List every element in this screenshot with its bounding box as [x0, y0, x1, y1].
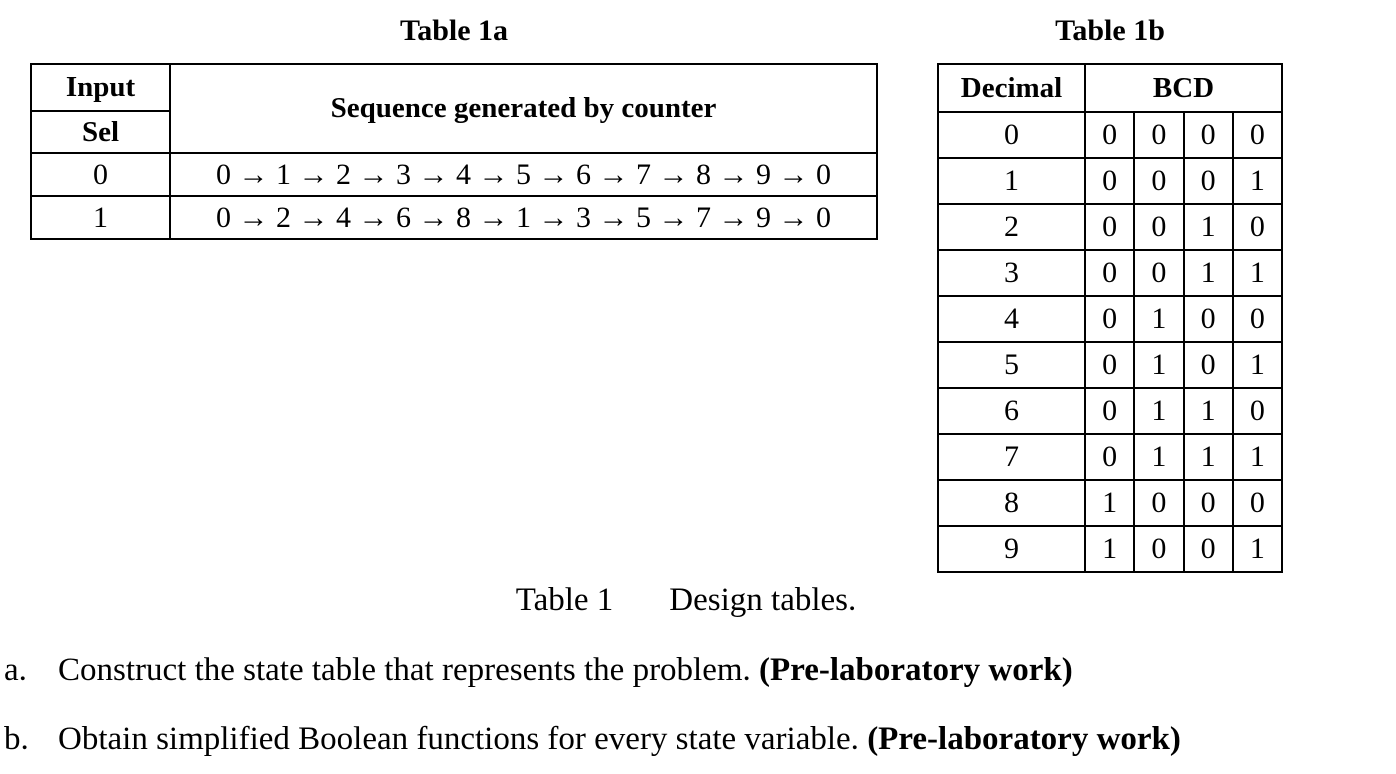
bcd-bit-cell: 0: [1184, 112, 1233, 158]
decimal-cell: 1: [938, 158, 1085, 204]
sequence-cell: 0 → 1 → 2 → 3 → 4 → 5 → 6 → 7 → 8 → 9 → 0: [170, 153, 877, 196]
bcd-bit-cell: 0: [1184, 342, 1233, 388]
decimal-cell: 2: [938, 204, 1085, 250]
table-caption: [0, 582, 1372, 619]
bcd-bit-cell: 0: [1233, 296, 1282, 342]
bcd-bit-cell: 1: [1085, 526, 1134, 572]
caption-text: Design tables.: [669, 582, 857, 618]
question-text: Construct the state table that represents the problem.: [58, 652, 751, 688]
table-1a: [30, 63, 878, 240]
bcd-bit-cell: 0: [1085, 204, 1134, 250]
table-row: [938, 204, 1282, 250]
table-row: [938, 342, 1282, 388]
table-1b-title: Table 1b: [1055, 14, 1165, 47]
table-row: [938, 480, 1282, 526]
table-row: [938, 112, 1282, 158]
bcd-bit-cell: 1: [1233, 158, 1282, 204]
bcd-bit-cell: 0: [1134, 204, 1183, 250]
decimal-cell: 0: [938, 112, 1085, 158]
header-bcd: BCD: [1085, 64, 1282, 112]
bcd-bit-cell: 0: [1085, 434, 1134, 480]
bcd-bit-cell: 1: [1184, 388, 1233, 434]
question-b: [4, 721, 1181, 758]
bcd-bit-cell: 0: [1233, 112, 1282, 158]
decimal-cell: 3: [938, 250, 1085, 296]
bcd-bit-cell: 0: [1085, 112, 1134, 158]
bcd-bit-cell: 1: [1233, 250, 1282, 296]
bcd-bit-cell: 1: [1134, 342, 1183, 388]
sequence-cell: 0 → 2 → 4 → 6 → 8 → 1 → 3 → 5 → 7 → 9 → 0: [170, 196, 877, 239]
question-letter: a.: [4, 652, 27, 688]
bcd-bit-cell: 1: [1134, 388, 1183, 434]
bcd-bit-cell: 0: [1184, 480, 1233, 526]
bcd-bit-cell: 0: [1085, 342, 1134, 388]
table-row: [938, 250, 1282, 296]
bcd-bit-cell: 0: [1184, 158, 1233, 204]
bcd-bit-cell: 0: [1134, 480, 1183, 526]
caption-label: Table 1: [515, 582, 614, 618]
table-row: [938, 296, 1282, 342]
bcd-bit-cell: 1: [1085, 480, 1134, 526]
decimal-cell: 8: [938, 480, 1085, 526]
table-1a-title: Table 1a: [399, 14, 509, 47]
bcd-bit-cell: 0: [1233, 480, 1282, 526]
header-sequence: Sequence generated by counter: [170, 64, 877, 153]
decimal-cell: 5: [938, 342, 1085, 388]
bcd-bit-cell: 0: [1134, 526, 1183, 572]
bcd-bit-cell: 1: [1134, 434, 1183, 480]
bcd-bit-cell: 0: [1134, 250, 1183, 296]
decimal-cell: 6: [938, 388, 1085, 434]
table-row: [938, 388, 1282, 434]
bcd-bit-cell: 0: [1184, 296, 1233, 342]
bcd-bit-cell: 0: [1085, 388, 1134, 434]
decimal-cell: 9: [938, 526, 1085, 572]
bcd-bit-cell: 0: [1184, 526, 1233, 572]
table-row: [31, 153, 877, 196]
decimal-cell: 4: [938, 296, 1085, 342]
bcd-bit-cell: 0: [1233, 204, 1282, 250]
table-row: [938, 434, 1282, 480]
header-decimal: Decimal: [938, 64, 1085, 112]
header-input: Input: [31, 64, 170, 111]
table-row: [938, 526, 1282, 572]
table-1b: [937, 63, 1283, 573]
sel-cell: 1: [31, 196, 170, 239]
bcd-bit-cell: 0: [1134, 112, 1183, 158]
bcd-bit-cell: 0: [1085, 296, 1134, 342]
bcd-bit-cell: 0: [1134, 158, 1183, 204]
bcd-bit-cell: 1: [1233, 526, 1282, 572]
bcd-bit-cell: 1: [1184, 204, 1233, 250]
question-text: Obtain simplified Boolean functions for every state variable.: [58, 721, 859, 757]
bcd-bit-cell: 1: [1233, 434, 1282, 480]
question-letter: b.: [4, 721, 29, 757]
bcd-bit-cell: 1: [1134, 296, 1183, 342]
decimal-cell: 7: [938, 434, 1085, 480]
bcd-bit-cell: 0: [1085, 158, 1134, 204]
bcd-bit-cell: 1: [1233, 342, 1282, 388]
bcd-bit-cell: 0: [1233, 388, 1282, 434]
header-sel: Sel: [31, 111, 170, 153]
bcd-bit-cell: 0: [1085, 250, 1134, 296]
sel-cell: 0: [31, 153, 170, 196]
bcd-bit-cell: 1: [1184, 434, 1233, 480]
bcd-bit-cell: 1: [1184, 250, 1233, 296]
question-note: (Pre-laboratory work): [867, 721, 1181, 757]
question-note: (Pre-laboratory work): [759, 652, 1073, 688]
question-a: [4, 652, 1073, 689]
table-row: [31, 196, 877, 239]
table-row: [938, 158, 1282, 204]
